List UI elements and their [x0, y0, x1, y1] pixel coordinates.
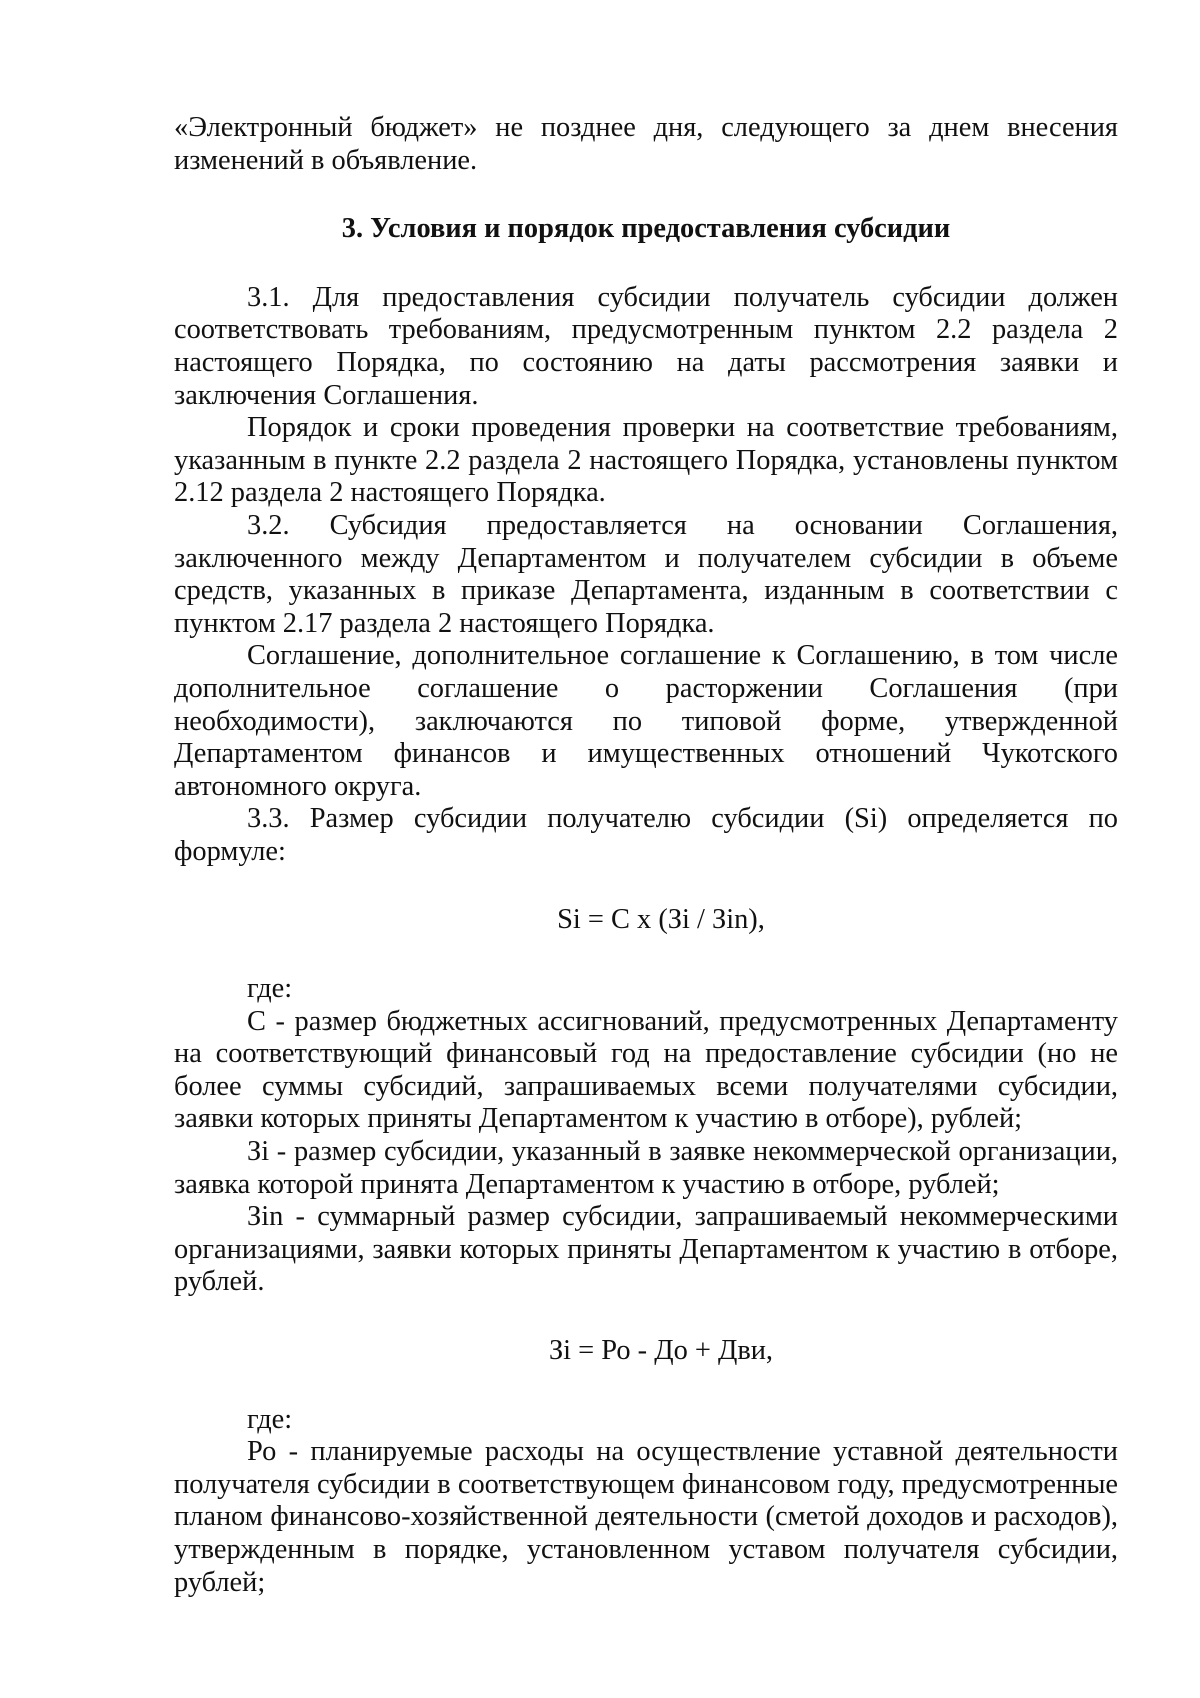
definition-c: С - размер бюджетных ассигнований, предусмотренных Департаменту на соответствующий финансовый год на предоставление субсидии (но не более суммы субсидий, запрашиваемых всеми получателями субсидии, заявки которых приняты Департаментом к участию в отборе), рублей; — [174, 1005, 1118, 1135]
section-heading: 3. Условия и порядок предоставления субсидии — [341, 213, 951, 245]
paragraph-3-1: 3.1. Для предоставления субсидии получатель субсидии должен соответствовать требованиям, предусмотренным пунктом 2.2 раздела 2 настоящего Порядка, по состоянию на даты рассмотрения заявки и заключения Соглашения. — [174, 281, 1118, 411]
definition-zi: Зi - размер субсидии, указанный в заявке некоммерческой организации, заявка которой принята Департаментом к участию в отборе, рублей; — [174, 1136, 1118, 1200]
formula-where-label: где: — [247, 973, 293, 1005]
formula-requested-amount: Зi = Ро - До + Дви, — [548, 1335, 774, 1366]
formula2-where-label: где: — [247, 1403, 293, 1435]
paragraph-3-1-procedure: Порядок и сроки проведения проверки на соответствие требованиям, указанным в пункте 2.2 раздела 2 настоящего Порядка, установлены пунктом 2.12 раздела 2 настоящего Порядка. — [174, 412, 1118, 509]
paragraph-3-3: 3.3. Размер субсидии получателю субсидии (Si) определяется по формуле: — [174, 803, 1118, 867]
continuation-paragraph: «Электронный бюджет» не позднее дня, следующего за днем внесения изменений в объявление. — [174, 112, 1118, 176]
paragraph-3-2: 3.2. Субсидия предоставляется на основании Соглашения, заключенного между Департаментом и получателем субсидии в объеме средств, указанных в приказе Департамента, изданным в соответствии с пунктом 2.17 раздела 2 настоящего Порядка. — [174, 509, 1118, 639]
definition-ro: Ро - планируемые расходы на осуществление уставной деятельности получателя субсидии в соответствующем финансовом году, предусмотренные планом финансово-хозяйственной деятельности (сметой доходов и расходов), утвержденным в порядке, установленном уставом получателя субсидии, рублей; — [174, 1436, 1118, 1598]
definition-zin: Зin - суммарный размер субсидии, запрашиваемый некоммерческими организациями, заявки которых приняты Департаментом к участию в отборе, рублей. — [174, 1201, 1118, 1298]
paragraph-3-2-agreement: Соглашение, дополнительное соглашение к Соглашению, в том числе дополнительное соглашение о расторжении Соглашения (при необходимости), заключаются по типовой форме, утвержденной Департаментом финансов и имущественных отношений Чукотского автономного округа. — [174, 640, 1118, 802]
document-page — [174, 112, 1118, 1599]
formula-subsidy-size: Si = C x (Зi / Зin), — [557, 904, 765, 936]
